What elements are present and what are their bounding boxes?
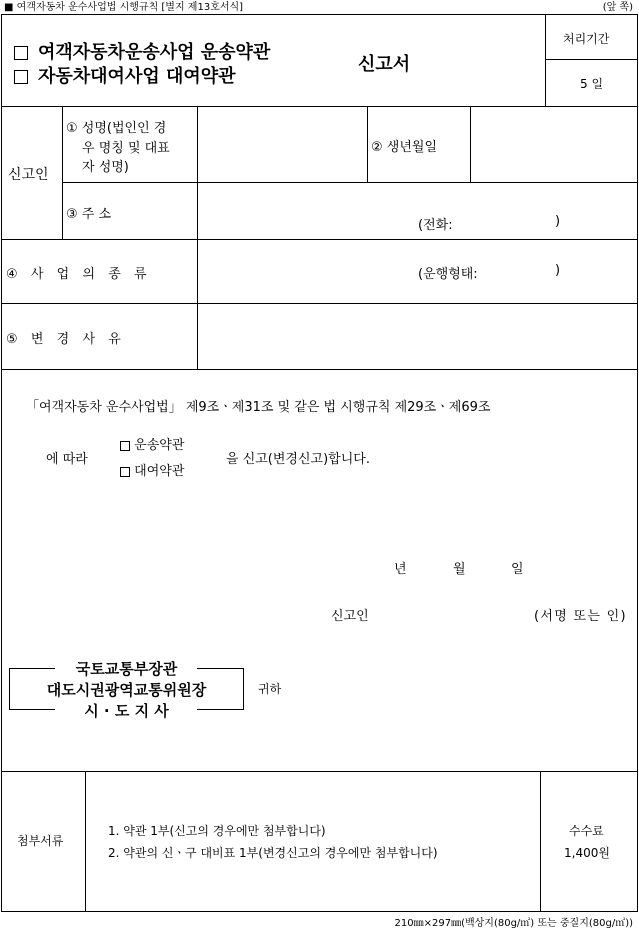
title-suffix: 신고서 [358, 54, 411, 75]
year-label: 년 [394, 562, 407, 577]
applicant-section-label: 신고인 [8, 167, 49, 183]
recipient-line-1: 국토교통부장관 [75, 660, 178, 678]
attachments-label: 첨부서류 [17, 834, 64, 848]
business-type-label: ④ 사 업 의 종 류 [6, 267, 152, 282]
phone-open: (전화: [418, 218, 453, 233]
name-label-2: 우 명칭 및 대표 [82, 141, 170, 156]
option-transport-checkbox[interactable] [120, 441, 130, 451]
attachment-item-1: 1. 약관 1부(신고의 경우에만 첨부합니다) [108, 824, 326, 838]
signature-field[interactable] [380, 600, 530, 626]
month-label: 월 [453, 562, 466, 577]
report-text: 을 신고(변경신고)합니다. [226, 452, 370, 467]
recipient-line-3: 시 · 도 지 사 [84, 702, 169, 720]
signature-label: 신고인 [331, 609, 369, 624]
change-reason-field[interactable] [198, 304, 637, 368]
phone-close: ) [555, 214, 561, 229]
paper-spec: 210㎜×297㎜(백상지(80g/㎡) 또는 중질지(80g/㎡)) [394, 918, 633, 929]
address-label: ③ 주 소 [66, 207, 112, 222]
name-label-3: 자 성명) [82, 160, 129, 175]
recipient-line-2: 대도시권광역교통위원장 [46, 681, 207, 699]
processing-value: 5 일 [580, 77, 604, 91]
title-line-2: 자동차대여사업 대여약관 [14, 62, 236, 88]
recipient-honorific: 귀하 [258, 682, 282, 696]
according-text: 에 따라 [46, 452, 88, 467]
operation-close: ) [555, 263, 561, 278]
form-reference: ■ 여객자동차 운수사업법 시행규칙 [별지 제13호서식] [4, 2, 244, 13]
birth-label: ② 생년월일 [371, 140, 438, 155]
law-text: 「여객자동차 운수사업법」 제9조ㆍ제31조 및 같은 법 시행규칙 제29조ㆍ제69조 [26, 400, 491, 415]
checkbox-transport-terms[interactable] [14, 46, 28, 60]
attachment-item-2: 2. 약관의 신ㆍ구 대비표 1부(변경신고의 경우에만 첨부합니다) [108, 846, 438, 860]
processing-label: 처리기간 [563, 32, 610, 46]
option-transport: 운송약관 [120, 434, 184, 453]
option-rental: 대여약관 [120, 460, 184, 479]
name-label-1: ① 성명(법인인 경 [66, 121, 167, 136]
signature-sign: (서명 또는 인) [534, 609, 627, 624]
day-label: 일 [511, 562, 524, 577]
option-rental-checkbox[interactable] [120, 467, 130, 477]
checkbox-rental-terms[interactable] [14, 70, 28, 84]
birth-field[interactable] [471, 107, 637, 181]
page-side: (앞 쪽) [602, 2, 633, 13]
operation-open: (운행형태: [418, 267, 478, 282]
name-field[interactable] [198, 107, 366, 181]
fee-value: 1,400원 [564, 846, 610, 860]
fee-label: 수수료 [569, 824, 604, 838]
change-reason-label: ⑤ 변 경 사 유 [6, 332, 126, 347]
title-line-1: 여객자동차운송사업 운송약관 [14, 38, 270, 64]
